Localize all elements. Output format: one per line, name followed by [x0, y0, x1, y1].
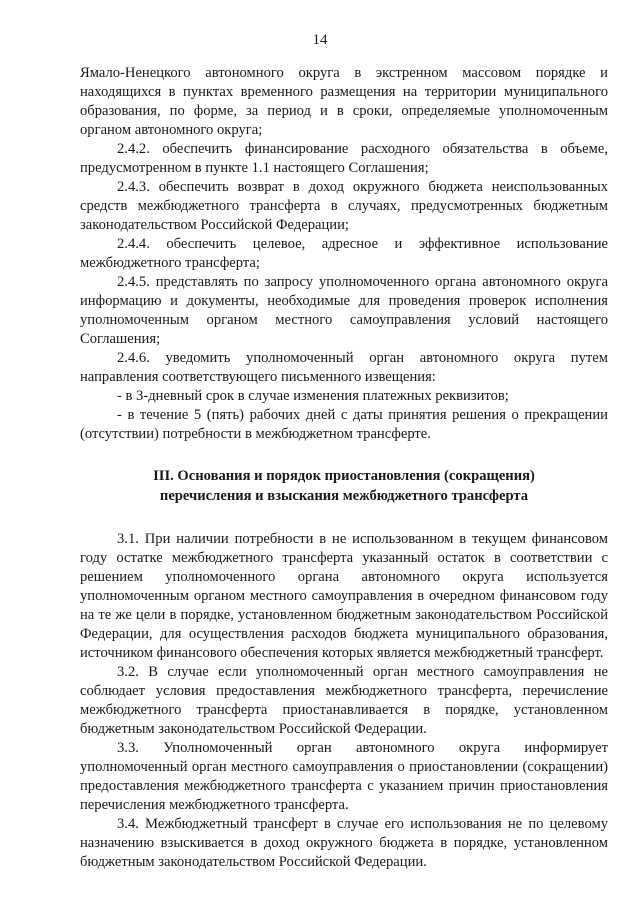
paragraph-3-3: 3.3. Уполномоченный орган автономного округа информирует уполномоченный орган местного самоуправления о приостановлении (сокращении) предоставления межбюджетного трансферта с указанием причин приостановления перечисления межбюджетного трансферта. [80, 740, 608, 813]
paragraph-2-4-2: 2.4.2. обеспечить финансирование расходного обязательства в объеме, предусмотренном в пункте 1.1 настоящего Соглашения; [80, 141, 608, 176]
paragraph-3-4: 3.4. Межбюджетный трансферт в случае его использования не по целевому назначению взыскивается в доход окружного бюджета в порядке, установленном бюджетным законодательством Российской Федерации. [80, 816, 608, 870]
document-body [80, 64, 608, 872]
paragraph-3-2: 3.2. В случае если уполномоченный орган местного самоуправления не соблюдает условия предоставления межбюджетного трансферта, перечисление межбюджетного трансферта приостанавливается в порядке, установленном бюджетным законодательством Российской Федерации. [80, 664, 608, 737]
section-heading-line-1: III. Основания и порядок приостановления (сокращения) [153, 468, 535, 484]
page-number: 14 [312, 32, 328, 48]
paragraph-2-4-4: 2.4.4. обеспечить целевое, адресное и эффективное использование межбюджетного трансферта; [80, 236, 608, 271]
paragraph: Ямало-Ненецкого автономного округа в экстренном массовом порядке и находящихся в пунктах временного размещения на территории муниципального образования, по форме, за период и в сроки, определяемые уполномоченным органом автономного округа; [80, 65, 608, 138]
list-item-termination: - в течение 5 (пять) рабочих дней с даты принятия решения о прекращении (отсутствии) потребности в межбюджетном трансферте. [80, 407, 608, 442]
paragraph-2-4-5: 2.4.5. представлять по запросу уполномоченного органа автономного округа информацию и документы, необходимые для проведения проверок исполнения уполномоченным органом местного самоуправления условий настоящего Соглашения; [80, 274, 608, 347]
paragraph-2-4-3: 2.4.3. обеспечить возврат в доход окружного бюджета неиспользованных средств межбюджетного трансферта в случаях, предусмотренных бюджетным законодательством Российской Федерации; [80, 179, 608, 233]
paragraph-2-4-6: 2.4.6. уведомить уполномоченный орган автономного округа путем направления соответствующего письменного извещения: [80, 350, 608, 385]
paragraph-3-1: 3.1. При наличии потребности в не использованном в текущем финансовом году остатке межбюджетного трансферта указанный остаток в соответствии с решением уполномоченного органа автономного округа используется уполномоченным органом местного самоуправления в очередном финансовом году на те же цели в порядке, установленном бюджетным законодательством Российской Федерации, для осуществления расходов бюджета муниципального образования, источником финансового обеспечения которых является межбюджетный трансферт. [80, 531, 608, 661]
list-item-requisites: - в 3-дневный срок в случае изменения платежных реквизитов; [117, 388, 509, 404]
section-heading [80, 466, 608, 506]
section-heading-line-2: перечисления и взыскания межбюджетного трансферта [159, 488, 529, 504]
